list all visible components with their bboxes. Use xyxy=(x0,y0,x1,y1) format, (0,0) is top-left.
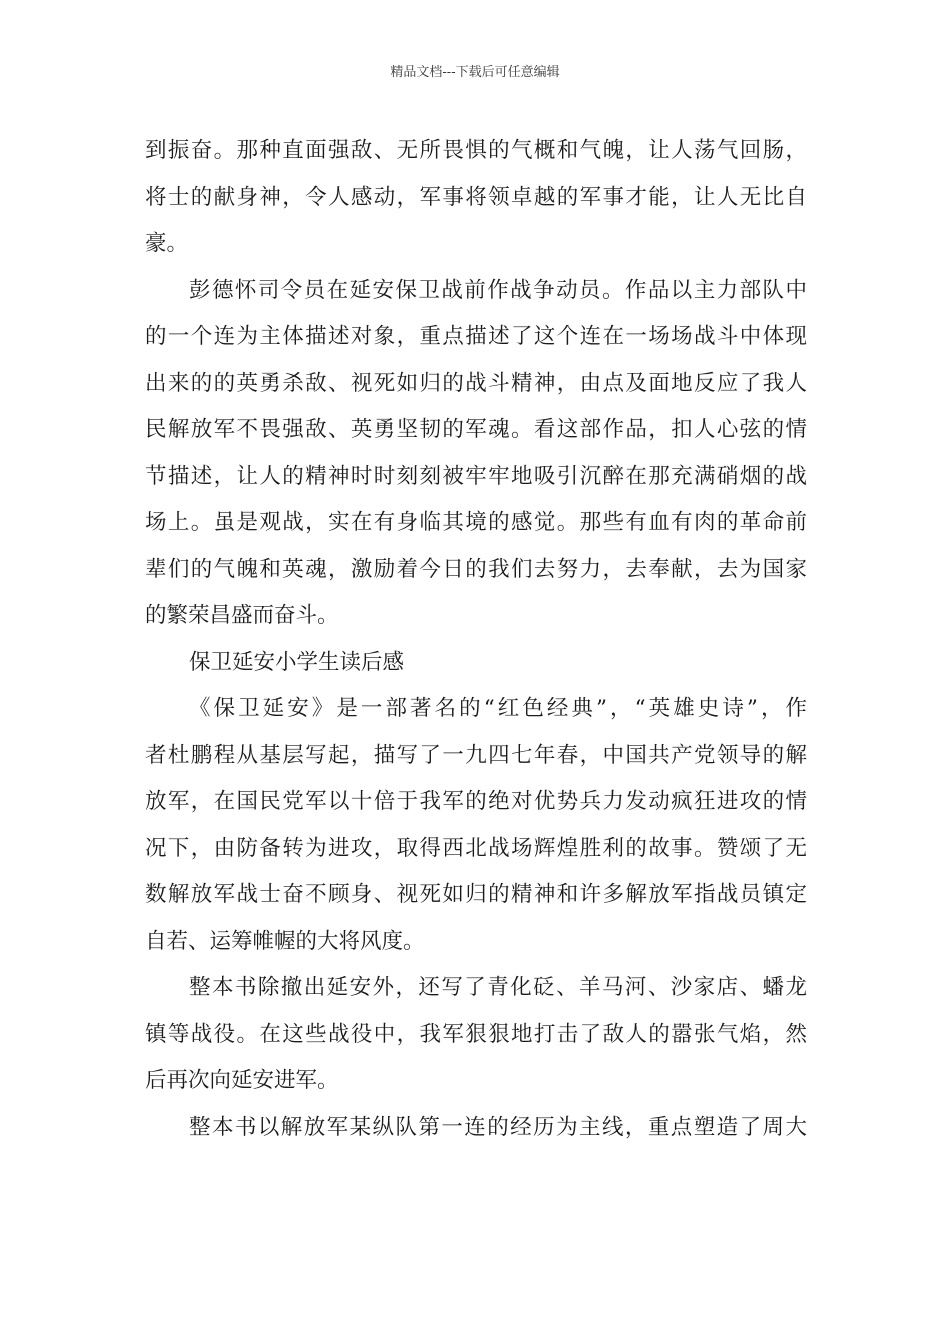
section-title xyxy=(145,640,807,687)
paragraph-book-intro xyxy=(145,686,807,965)
page-header: 精品文档---下载后可任意编辑 xyxy=(390,65,560,80)
text-line: 《保卫延安》是一部著名的“红色经典”，“英雄史诗”，作 xyxy=(189,696,807,721)
text-line: 整本书除撤出延安外，还写了青化砭、羊马河、沙家店、蟠龙 xyxy=(189,975,807,1000)
text-line: 节描述，让人的精神时时刻刻被牢牢地吸引沉醉在那充满硝烟的战 xyxy=(145,463,807,489)
paragraph-peng-dehuai xyxy=(145,268,807,640)
text-line: 将士的献身神，令人感动，军事将领卓越的军事才能，让人无比自 xyxy=(145,184,807,210)
text-line: 后再次向延安进军。 xyxy=(145,1068,339,1093)
paragraph-battles xyxy=(145,965,807,1105)
text-line: 民解放军不畏强敌、英勇坚韧的军魂。看这部作品，扣人心弦的情 xyxy=(145,417,807,442)
text-line: 豪。 xyxy=(145,231,189,256)
paragraph-continuation xyxy=(145,128,807,268)
text-line: 镇等战役。在这些战役中，我军狠狠地打击了敌人的嚣张气焰，然 xyxy=(145,1021,807,1047)
text-line: 的一个连为主体描述对象，重点描述了这个连在一场场战斗中体现 xyxy=(145,324,807,349)
text-line: 者杜鹏程从基层写起，描写了一九四七年春，中国共产党领导的解 xyxy=(145,742,807,768)
text-line: 辈们的气魄和英魂，激励着今日的我们去努力，去奉献，去为国家 xyxy=(145,556,807,582)
text-line: 出来的的英勇杀敌、视死如归的战斗精神，由点及面地反应了我人 xyxy=(145,370,807,396)
text-line: 整本书以解放军某纵队第一连的经历为主线，重点塑造了周大 xyxy=(189,1114,807,1140)
paragraph-main-line xyxy=(145,1105,807,1152)
text-line: 到振奋。那种直面强敌、无所畏惧的气概和气魄，让人荡气回肠， xyxy=(145,138,807,163)
text-line: 自若、运筹帷幄的大将风度。 xyxy=(145,928,425,954)
text-line: 数解放军战士奋不顾身、视死如归的精神和许多解放军指战员镇定 xyxy=(145,882,807,907)
text-line: 放军，在国民党军以十倍于我军的绝对优势兵力发动疯狂进攻的情 xyxy=(145,789,807,814)
text-line: 场上。虽是观战，实在有身临其境的感觉。那些有血有肉的革命前 xyxy=(145,510,807,535)
section-title-text: 保卫延安小学生读后感 xyxy=(189,649,405,675)
document-body xyxy=(145,128,807,1151)
text-line: 的繁荣昌盛而奋斗。 xyxy=(145,603,339,628)
text-line: 彭德怀司令员在延安保卫战前作战争动员。作品以主力部队中 xyxy=(189,277,807,303)
text-line: 况下，由防备转为进攻，取得西北战场辉煌胜利的故事。赞颂了无 xyxy=(145,835,807,861)
